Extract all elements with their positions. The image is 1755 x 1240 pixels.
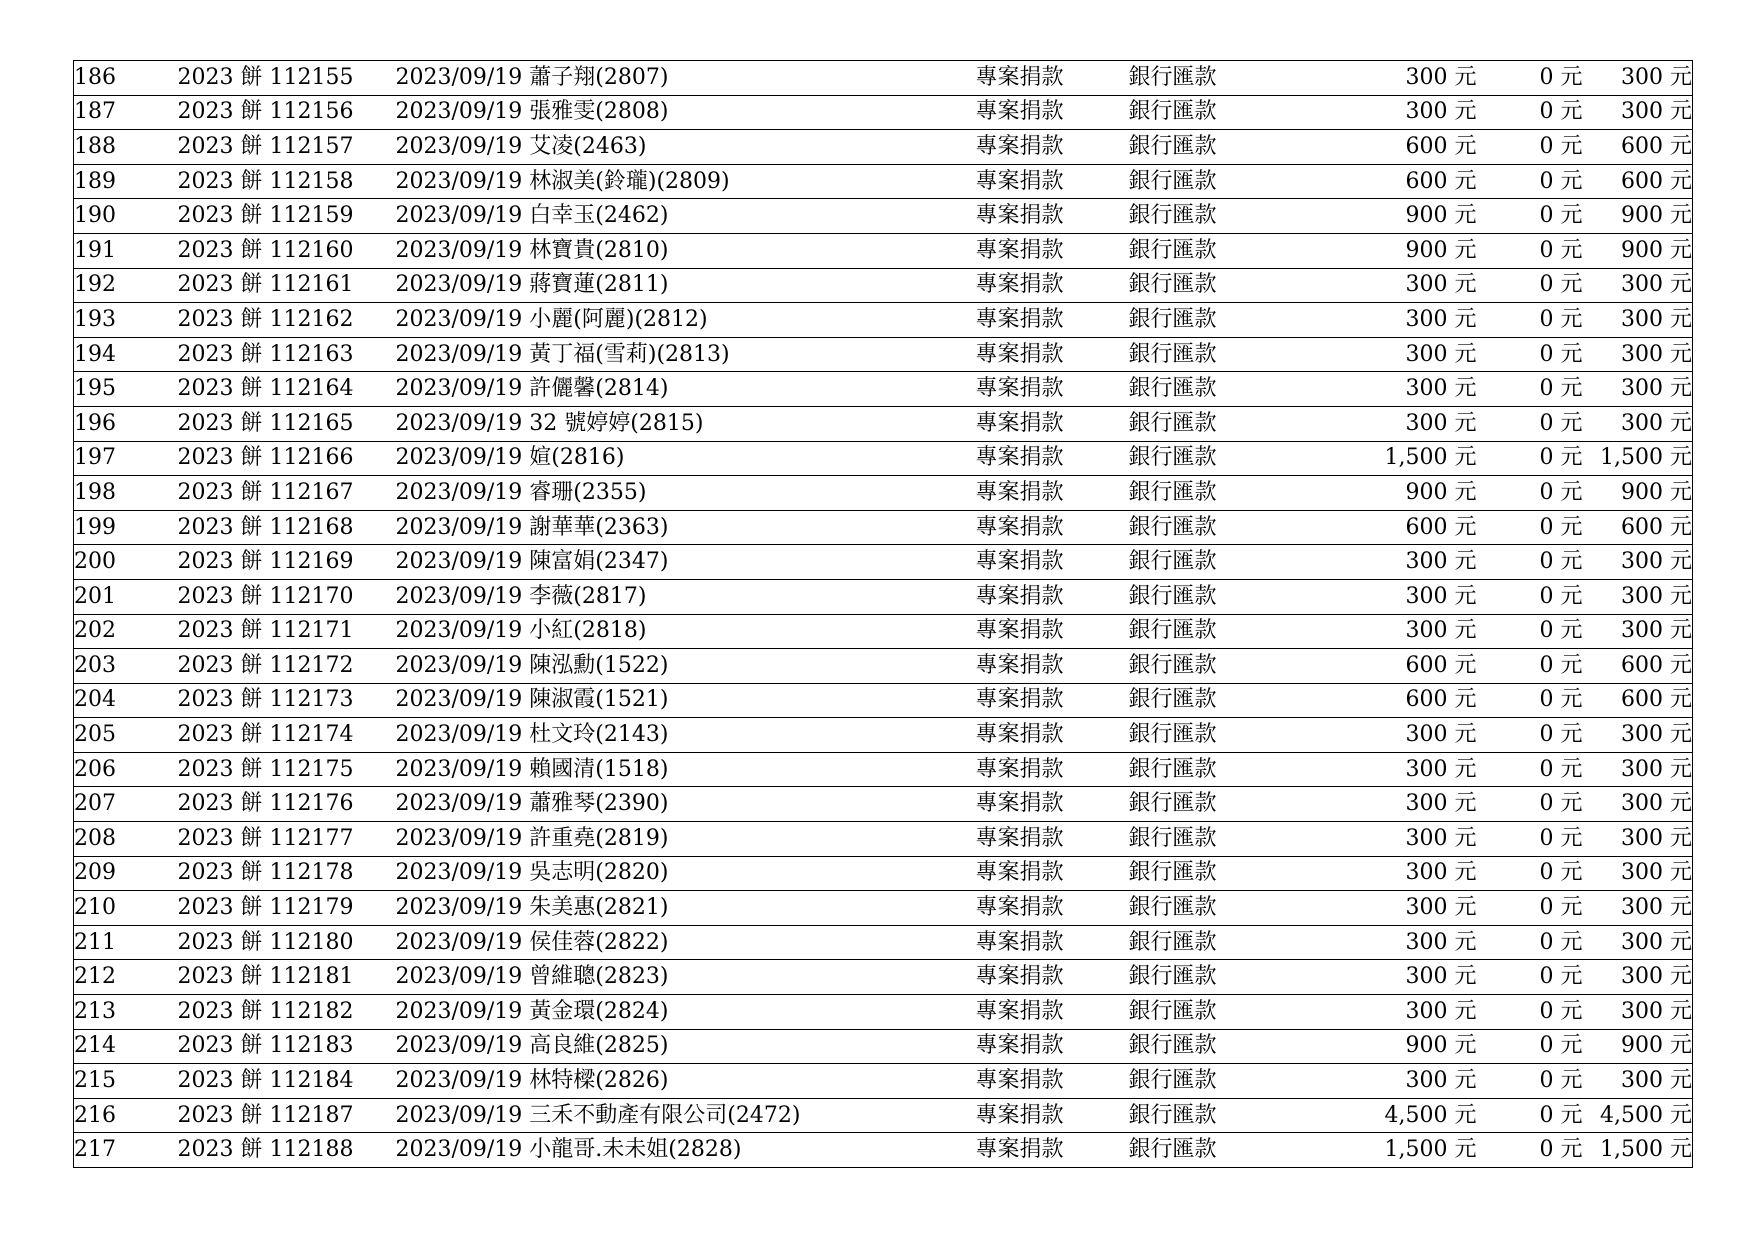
row-number: 208	[74, 822, 178, 857]
fee-amount: 0 元	[1477, 649, 1583, 684]
payment-method: 銀行匯款	[1129, 960, 1294, 995]
receipt-number: 2023 餅 112179	[178, 891, 396, 926]
payment-method: 銀行匯款	[1129, 476, 1294, 511]
net-amount: 300 元	[1583, 787, 1693, 822]
net-amount: 1,500 元	[1583, 441, 1693, 476]
date-and-donor: 2023/09/19 艾凌(2463)	[396, 130, 976, 165]
donation-amount: 900 元	[1294, 476, 1477, 511]
donation-amount: 600 元	[1294, 649, 1477, 684]
net-amount: 300 元	[1583, 995, 1693, 1030]
donation-amount: 600 元	[1294, 130, 1477, 165]
receipt-number: 2023 餅 112168	[178, 510, 396, 545]
table-row	[74, 752, 1693, 787]
donation-amount: 300 元	[1294, 303, 1477, 338]
net-amount: 900 元	[1583, 199, 1693, 234]
fee-amount: 0 元	[1477, 61, 1583, 96]
receipt-number: 2023 餅 112165	[178, 406, 396, 441]
table-row	[74, 199, 1693, 234]
donation-amount: 300 元	[1294, 787, 1477, 822]
donation-amount: 300 元	[1294, 856, 1477, 891]
net-amount: 300 元	[1583, 718, 1693, 753]
donation-amount: 1,500 元	[1294, 441, 1477, 476]
fee-amount: 0 元	[1477, 718, 1583, 753]
date-and-donor: 2023/09/19 李薇(2817)	[396, 579, 976, 614]
fee-amount: 0 元	[1477, 510, 1583, 545]
table-row	[74, 164, 1693, 199]
table-row	[74, 649, 1693, 684]
table-row	[74, 406, 1693, 441]
date-and-donor: 2023/09/19 高良維(2825)	[396, 1029, 976, 1064]
row-number: 189	[74, 164, 178, 199]
donation-amount: 900 元	[1294, 199, 1477, 234]
row-number: 195	[74, 372, 178, 407]
net-amount: 600 元	[1583, 164, 1693, 199]
payment-method: 銀行匯款	[1129, 510, 1294, 545]
donation-amount: 300 元	[1294, 995, 1477, 1030]
ledger-body	[74, 61, 1693, 1168]
row-number: 197	[74, 441, 178, 476]
date-and-donor: 2023/09/19 黃丁福(雪莉)(2813)	[396, 337, 976, 372]
donation-amount: 300 元	[1294, 95, 1477, 130]
net-amount: 900 元	[1583, 476, 1693, 511]
net-amount: 300 元	[1583, 856, 1693, 891]
payment-method: 銀行匯款	[1129, 95, 1294, 130]
net-amount: 900 元	[1583, 233, 1693, 268]
donation-amount: 900 元	[1294, 1029, 1477, 1064]
donation-amount: 300 元	[1294, 822, 1477, 857]
donation-amount: 600 元	[1294, 683, 1477, 718]
row-number: 214	[74, 1029, 178, 1064]
date-and-donor: 2023/09/19 謝華華(2363)	[396, 510, 976, 545]
donation-amount: 300 元	[1294, 337, 1477, 372]
row-number: 188	[74, 130, 178, 165]
table-row	[74, 579, 1693, 614]
net-amount: 300 元	[1583, 752, 1693, 787]
net-amount: 600 元	[1583, 649, 1693, 684]
fee-amount: 0 元	[1477, 1098, 1583, 1133]
row-number: 211	[74, 925, 178, 960]
receipt-number: 2023 餅 112183	[178, 1029, 396, 1064]
date-and-donor: 2023/09/19 陳泓勳(1522)	[396, 649, 976, 684]
date-and-donor: 2023/09/19 陳淑霞(1521)	[396, 683, 976, 718]
date-and-donor: 2023/09/19 許儷馨(2814)	[396, 372, 976, 407]
donation-type: 專案捐款	[976, 1064, 1129, 1099]
receipt-number: 2023 餅 112182	[178, 995, 396, 1030]
row-number: 200	[74, 545, 178, 580]
donation-amount: 300 元	[1294, 718, 1477, 753]
donation-amount: 300 元	[1294, 614, 1477, 649]
row-number: 207	[74, 787, 178, 822]
donation-type: 專案捐款	[976, 960, 1129, 995]
net-amount: 300 元	[1583, 406, 1693, 441]
table-row	[74, 476, 1693, 511]
table-row	[74, 1098, 1693, 1133]
table-row	[74, 995, 1693, 1030]
fee-amount: 0 元	[1477, 960, 1583, 995]
date-and-donor: 2023/09/19 蕭雅琴(2390)	[396, 787, 976, 822]
receipt-number: 2023 餅 112160	[178, 233, 396, 268]
date-and-donor: 2023/09/19 蕭子翔(2807)	[396, 61, 976, 96]
receipt-number: 2023 餅 112170	[178, 579, 396, 614]
donation-type: 專案捐款	[976, 510, 1129, 545]
payment-method: 銀行匯款	[1129, 614, 1294, 649]
date-and-donor: 2023/09/19 曾維聰(2823)	[396, 960, 976, 995]
donation-type: 專案捐款	[976, 925, 1129, 960]
table-row	[74, 614, 1693, 649]
date-and-donor: 2023/09/19 吳志明(2820)	[396, 856, 976, 891]
donation-amount: 600 元	[1294, 164, 1477, 199]
fee-amount: 0 元	[1477, 614, 1583, 649]
table-row	[74, 61, 1693, 96]
donation-amount: 300 元	[1294, 1064, 1477, 1099]
receipt-number: 2023 餅 112155	[178, 61, 396, 96]
table-row	[74, 233, 1693, 268]
fee-amount: 0 元	[1539, 1137, 1583, 1163]
net-amount: 300 元	[1583, 1064, 1693, 1099]
date-and-donor: 2023/09/19 蔣寶蓮(2811)	[396, 268, 976, 303]
payment-method: 銀行匯款	[1129, 545, 1294, 580]
table-row	[74, 372, 1693, 407]
receipt-number: 2023 餅 112184	[178, 1064, 396, 1099]
row-number: 210	[74, 891, 178, 926]
donation-ledger-table	[73, 60, 1693, 1168]
receipt-number: 2023 餅 112169	[178, 545, 396, 580]
payment-method: 銀行匯款	[1129, 233, 1294, 268]
row-number: 216	[74, 1098, 178, 1133]
table-row	[74, 960, 1693, 995]
receipt-number: 2023 餅 112166	[178, 441, 396, 476]
date-and-donor: 2023/09/19 小紅(2818)	[396, 614, 976, 649]
receipt-number: 2023 餅 112157	[178, 130, 396, 165]
receipt-number: 2023 餅 112158	[178, 164, 396, 199]
donation-type: 專案捐款	[976, 579, 1129, 614]
net-amount: 300 元	[1583, 960, 1693, 995]
date-and-donor: 2023/09/19 張雅雯(2808)	[396, 95, 976, 130]
table-row	[74, 891, 1693, 926]
row-number: 198	[74, 476, 178, 511]
receipt-number: 2023 餅 112177	[178, 822, 396, 857]
donation-type: 專案捐款	[976, 787, 1129, 822]
fee-amount: 0 元	[1477, 683, 1583, 718]
donation-type: 專案捐款	[976, 545, 1129, 580]
fee-amount: 0 元	[1477, 130, 1583, 165]
receipt-number: 2023 餅 112156	[178, 95, 396, 130]
net-amount: 300 元	[1583, 95, 1693, 130]
table-row	[74, 683, 1693, 718]
donation-type: 專案捐款	[976, 406, 1129, 441]
table-row	[74, 718, 1693, 753]
fee-amount: 0 元	[1477, 372, 1583, 407]
row-number: 212	[74, 960, 178, 995]
donation-type: 專案捐款	[976, 856, 1129, 891]
payment-method: 銀行匯款	[1129, 787, 1294, 822]
row-number: 203	[74, 649, 178, 684]
row-number: 215	[74, 1064, 178, 1099]
row-number: 217	[74, 1137, 116, 1163]
payment-method: 銀行匯款	[1129, 303, 1294, 338]
receipt-number: 2023 餅 112159	[178, 199, 396, 234]
donation-type: 專案捐款	[976, 130, 1129, 165]
fee-amount: 0 元	[1477, 337, 1583, 372]
date-and-donor: 2023/09/19 林寶貴(2810)	[396, 233, 976, 268]
donation-type: 專案捐款	[976, 891, 1129, 926]
table-row	[74, 337, 1693, 372]
donation-amount: 300 元	[1294, 925, 1477, 960]
table-row	[74, 856, 1693, 891]
fee-amount: 0 元	[1477, 406, 1583, 441]
fee-amount: 0 元	[1477, 995, 1583, 1030]
net-amount: 600 元	[1583, 130, 1693, 165]
date-and-donor: 2023/09/19 白幸玉(2462)	[396, 199, 976, 234]
receipt-number: 2023 餅 112167	[178, 476, 396, 511]
date-and-donor: 2023/09/19 媗(2816)	[396, 441, 976, 476]
payment-method: 銀行匯款	[1129, 130, 1294, 165]
fee-amount: 0 元	[1477, 1029, 1583, 1064]
net-amount: 300 元	[1583, 61, 1693, 96]
receipt-number: 2023 餅 112172	[178, 649, 396, 684]
fee-amount: 0 元	[1477, 233, 1583, 268]
row-number: 191	[74, 233, 178, 268]
donation-type: 專案捐款	[976, 268, 1129, 303]
donation-amount: 1,500 元	[1384, 1137, 1477, 1163]
net-amount: 300 元	[1583, 268, 1693, 303]
receipt-number: 2023 餅 112164	[178, 372, 396, 407]
date-and-donor: 2023/09/19 陳富娟(2347)	[396, 545, 976, 580]
donation-type: 專案捐款	[976, 995, 1129, 1030]
fee-amount: 0 元	[1477, 856, 1583, 891]
payment-method: 銀行匯款	[1129, 649, 1294, 684]
row-number: 199	[74, 510, 178, 545]
payment-method: 銀行匯款	[1129, 718, 1294, 753]
fee-amount: 0 元	[1477, 476, 1583, 511]
donation-type: 專案捐款	[976, 718, 1129, 753]
row-number: 205	[74, 718, 178, 753]
donation-type: 專案捐款	[976, 683, 1129, 718]
date-and-donor: 2023/09/19 林特樑(2826)	[396, 1064, 976, 1099]
date-and-donor: 2023/09/19 侯佳蓉(2822)	[396, 925, 976, 960]
fee-amount: 0 元	[1477, 441, 1583, 476]
fee-amount: 0 元	[1477, 1064, 1583, 1099]
date-and-donor: 2023/09/19 賴國清(1518)	[396, 752, 976, 787]
receipt-number: 2023 餅 112176	[178, 787, 396, 822]
date-and-donor: 2023/09/19 32 號婷婷(2815)	[396, 406, 976, 441]
date-and-donor: 2023/09/19 許重堯(2819)	[396, 822, 976, 857]
donation-type: 專案捐款	[976, 164, 1129, 199]
payment-method: 銀行匯款	[1129, 1064, 1294, 1099]
fee-amount: 0 元	[1477, 822, 1583, 857]
receipt-number: 2023 餅 112173	[178, 683, 396, 718]
donation-amount: 4,500 元	[1294, 1098, 1477, 1133]
payment-method: 銀行匯款	[1129, 199, 1294, 234]
donation-type: 專案捐款	[976, 441, 1129, 476]
payment-method: 銀行匯款	[1129, 891, 1294, 926]
date-and-donor: 2023/09/19 小麗(阿麗)(2812)	[396, 303, 976, 338]
net-amount: 300 元	[1583, 579, 1693, 614]
table-row	[74, 822, 1693, 857]
net-amount: 300 元	[1583, 372, 1693, 407]
table-row	[74, 787, 1693, 822]
receipt-number: 2023 餅 112163	[178, 337, 396, 372]
date-and-donor: 2023/09/19 睿珊(2355)	[396, 476, 976, 511]
net-amount: 300 元	[1583, 822, 1693, 857]
receipt-number: 2023 餅 112187	[178, 1098, 396, 1133]
donation-type: 專案捐款	[976, 61, 1129, 96]
payment-method: 銀行匯款	[1129, 856, 1294, 891]
row-number: 196	[74, 406, 178, 441]
donation-type: 專案捐款	[976, 1098, 1129, 1133]
donation-amount: 900 元	[1294, 233, 1477, 268]
payment-method: 銀行匯款	[1128, 1137, 1217, 1163]
receipt-number: 2023 餅 112180	[178, 925, 396, 960]
payment-method: 銀行匯款	[1129, 995, 1294, 1030]
fee-amount: 0 元	[1477, 579, 1583, 614]
row-number: 194	[74, 337, 178, 372]
net-amount: 4,500 元	[1583, 1098, 1693, 1133]
donation-type: 專案捐款	[976, 233, 1129, 268]
net-amount: 300 元	[1583, 545, 1693, 580]
row-number: 192	[74, 268, 178, 303]
donation-type: 專案捐款	[976, 1029, 1129, 1064]
table-row	[74, 545, 1693, 580]
receipt-number: 2023 餅 112175	[178, 752, 396, 787]
receipt-number: 2023 餅 112178	[178, 856, 396, 891]
row-number: 209	[74, 856, 178, 891]
row-number: 201	[74, 579, 178, 614]
table-row	[74, 925, 1693, 960]
fee-amount: 0 元	[1477, 164, 1583, 199]
table-row	[74, 268, 1693, 303]
payment-method: 銀行匯款	[1129, 579, 1294, 614]
payment-method: 銀行匯款	[1129, 164, 1294, 199]
table-row	[74, 441, 1693, 476]
receipt-number: 2023 餅 112171	[178, 614, 396, 649]
net-amount: 300 元	[1583, 303, 1693, 338]
date-and-donor: 2023/09/19 三禾不動產有限公司(2472)	[396, 1098, 976, 1133]
net-amount: 300 元	[1583, 891, 1693, 926]
fee-amount: 0 元	[1477, 787, 1583, 822]
net-amount: 1,500 元	[1600, 1137, 1692, 1163]
fee-amount: 0 元	[1477, 752, 1583, 787]
table-row	[74, 1029, 1693, 1064]
payment-method: 銀行匯款	[1129, 683, 1294, 718]
donation-type: 專案捐款	[976, 649, 1129, 684]
payment-method: 銀行匯款	[1129, 752, 1294, 787]
net-amount: 900 元	[1583, 1029, 1693, 1064]
payment-method: 銀行匯款	[1129, 268, 1294, 303]
donation-type: 專案捐款	[976, 476, 1129, 511]
donation-type: 專案捐款	[976, 303, 1129, 338]
fee-amount: 0 元	[1477, 95, 1583, 130]
donation-amount: 300 元	[1294, 752, 1477, 787]
table-row	[74, 510, 1693, 545]
table-row	[74, 1064, 1693, 1099]
donation-amount: 300 元	[1294, 406, 1477, 441]
payment-method: 銀行匯款	[1129, 372, 1294, 407]
donation-type: 專案捐款	[976, 822, 1129, 857]
date-and-donor: 2023/09/19 林淑美(鈴瓏)(2809)	[396, 164, 976, 199]
row-number: 187	[74, 95, 178, 130]
date-and-donor: 2023/09/19 小龍哥.未未姐(2828)	[395, 1137, 742, 1163]
donation-amount: 300 元	[1294, 579, 1477, 614]
payment-method: 銀行匯款	[1129, 406, 1294, 441]
payment-method: 銀行匯款	[1129, 337, 1294, 372]
donation-type: 專案捐款	[976, 752, 1129, 787]
donation-amount: 300 元	[1294, 891, 1477, 926]
payment-method: 銀行匯款	[1129, 822, 1294, 857]
net-amount: 300 元	[1583, 337, 1693, 372]
net-amount: 600 元	[1583, 683, 1693, 718]
donation-type: 專案捐款	[975, 1137, 1064, 1163]
receipt-number: 2023 餅 112174	[178, 718, 396, 753]
payment-method: 銀行匯款	[1129, 1098, 1294, 1133]
fee-amount: 0 元	[1477, 199, 1583, 234]
donation-type: 專案捐款	[976, 95, 1129, 130]
receipt-number: 2023 餅 112162	[178, 303, 396, 338]
payment-method: 銀行匯款	[1129, 441, 1294, 476]
payment-method: 銀行匯款	[1129, 61, 1294, 96]
row-number: 213	[74, 995, 178, 1030]
net-amount: 300 元	[1583, 925, 1693, 960]
payment-method: 銀行匯款	[1129, 925, 1294, 960]
receipt-number: 2023 餅 112161	[178, 268, 396, 303]
donation-amount: 300 元	[1294, 960, 1477, 995]
donation-amount: 300 元	[1294, 61, 1477, 96]
fee-amount: 0 元	[1477, 545, 1583, 580]
donation-amount: 300 元	[1294, 545, 1477, 580]
donation-amount: 300 元	[1294, 268, 1477, 303]
receipt-number: 2023 餅 112188	[177, 1137, 354, 1163]
row-number: 204	[74, 683, 178, 718]
donation-amount: 600 元	[1294, 510, 1477, 545]
row-number: 193	[74, 303, 178, 338]
table-row	[74, 95, 1693, 130]
donation-type: 專案捐款	[976, 614, 1129, 649]
row-number: 206	[74, 752, 178, 787]
date-and-donor: 2023/09/19 朱美惠(2821)	[396, 891, 976, 926]
fee-amount: 0 元	[1477, 303, 1583, 338]
payment-method: 銀行匯款	[1129, 1029, 1294, 1064]
table-row	[74, 303, 1693, 338]
donation-type: 專案捐款	[976, 337, 1129, 372]
fee-amount: 0 元	[1477, 891, 1583, 926]
date-and-donor: 2023/09/19 黃金環(2824)	[396, 995, 976, 1030]
date-and-donor: 2023/09/19 杜文玲(2143)	[396, 718, 976, 753]
fee-amount: 0 元	[1477, 268, 1583, 303]
table-row	[74, 1133, 1693, 1168]
net-amount: 300 元	[1583, 614, 1693, 649]
receipt-number: 2023 餅 112181	[178, 960, 396, 995]
donation-amount: 300 元	[1294, 372, 1477, 407]
donation-type: 專案捐款	[976, 199, 1129, 234]
row-number: 202	[74, 614, 178, 649]
net-amount: 600 元	[1583, 510, 1693, 545]
fee-amount: 0 元	[1477, 925, 1583, 960]
row-number: 190	[74, 199, 178, 234]
donation-type: 專案捐款	[976, 372, 1129, 407]
table-row	[74, 130, 1693, 165]
row-number: 186	[74, 61, 178, 96]
